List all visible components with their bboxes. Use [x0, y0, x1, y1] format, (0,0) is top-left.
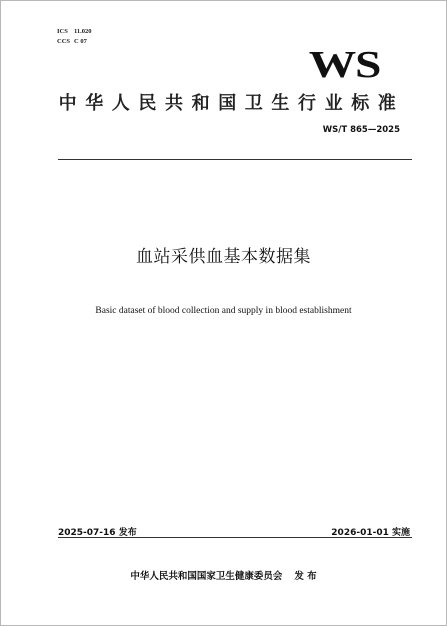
top-divider — [58, 159, 412, 160]
standard-type-title: 中华人民共和国卫生行业标准 — [58, 93, 405, 114]
implement-date: 2026-01-01 实施 — [331, 528, 410, 538]
issuer-name: 中华人民共和国国家卫生健康委员会 — [130, 571, 283, 582]
ics-row — [57, 27, 92, 37]
ics-label: ICS — [57, 28, 68, 35]
standard-code: WS/T 865—2025 — [322, 125, 400, 135]
ccs-label: CCS — [57, 38, 71, 45]
issuer-line — [1, 568, 446, 582]
ccs-value: C 07 — [74, 38, 87, 45]
classification-block — [57, 27, 92, 47]
ws-logo: WS — [308, 44, 380, 86]
issuer-action: 发 布 — [294, 571, 317, 582]
document-subtitle-english: Basic dataset of blood collection and supply in blood establishment — [95, 306, 352, 316]
bottom-divider — [58, 537, 412, 538]
ics-value: 11.020 — [74, 28, 92, 35]
document-title: 血站采供血基本数据集 — [136, 247, 311, 267]
publish-date: 2025-07-16 发布 — [58, 528, 137, 538]
ccs-row — [57, 37, 92, 47]
